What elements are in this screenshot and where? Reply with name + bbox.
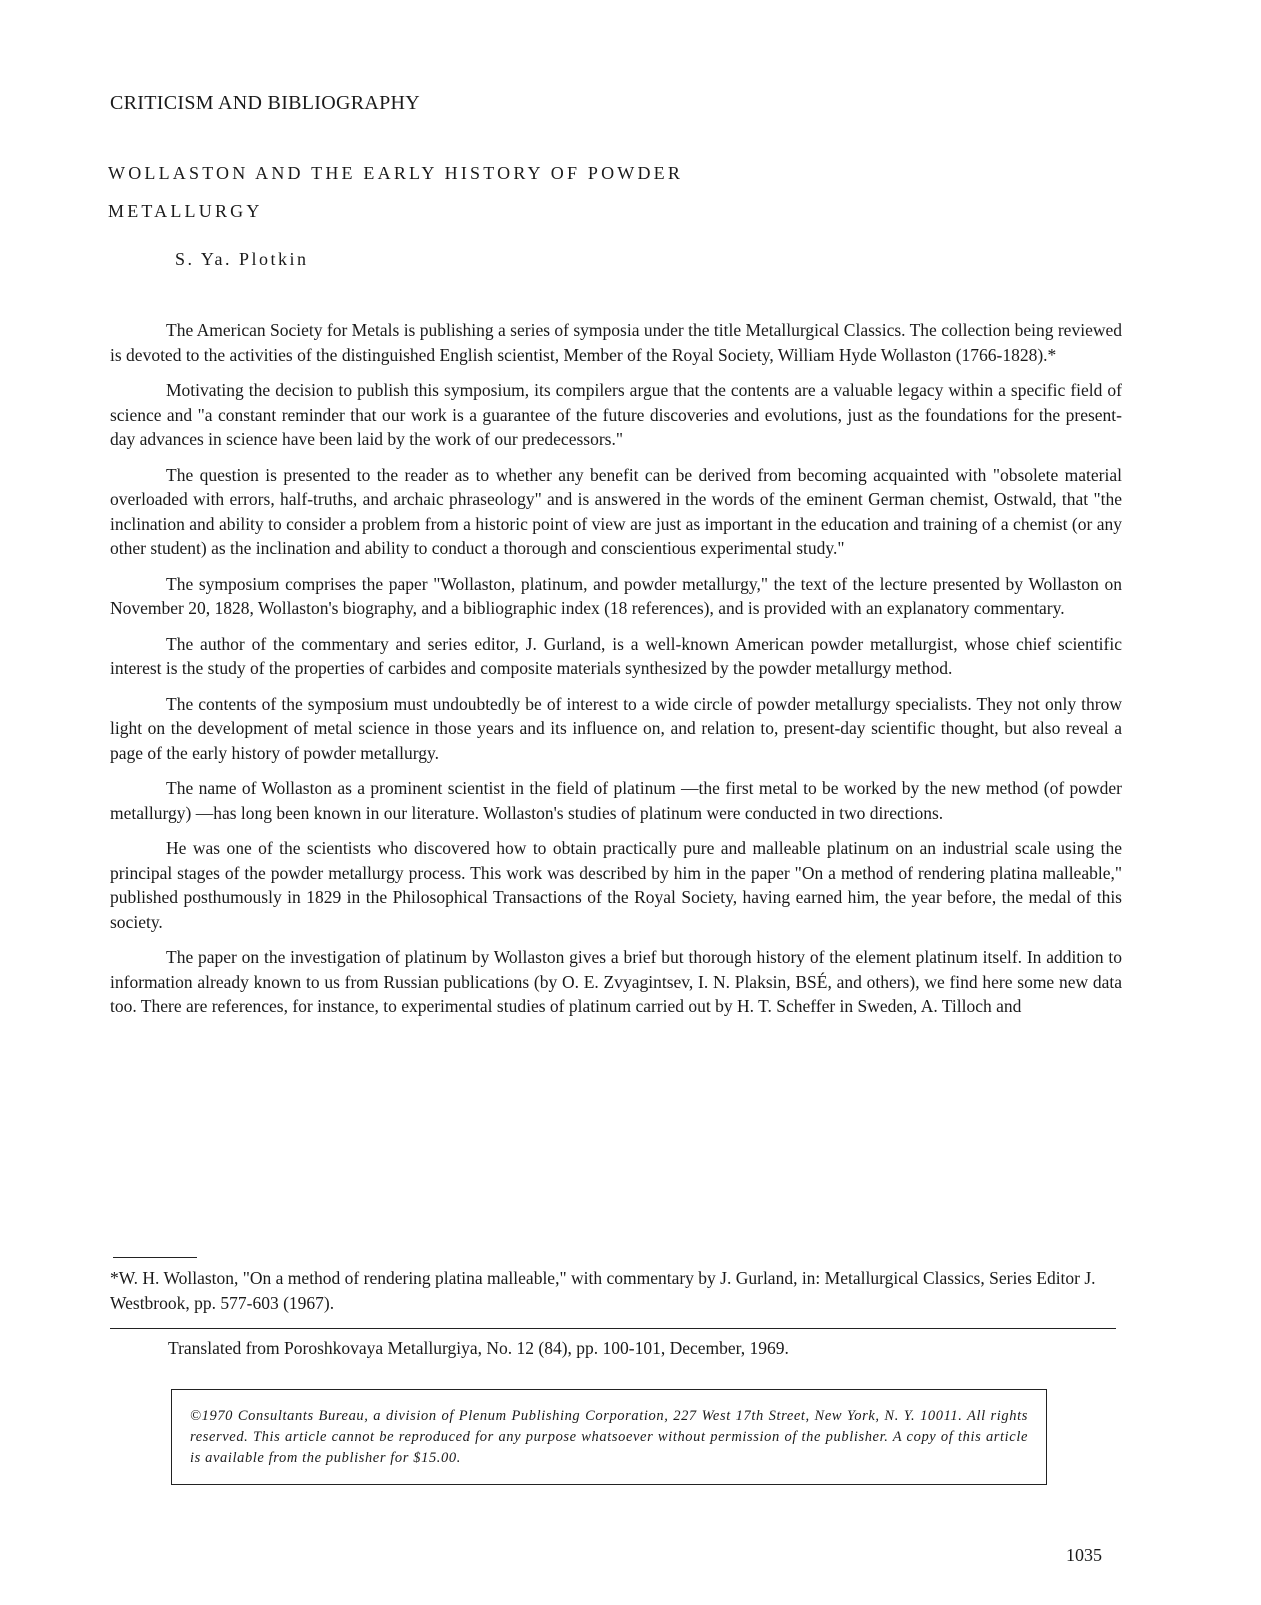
paragraph: The paper on the investigation of platinum by Wollaston gives a brief but thorough history of the element platinum itself. In addition to information already known to us from Russian publications (by O. E. Zvyagintsev, I. N. Plaksin, BSÉ, and others), we find here some new data too. There are references, for instance, to experimental studies of platinum carried out by H. T. Scheffer in Sweden, A. Tilloch and	[110, 947, 1122, 1016]
page-divider	[110, 1328, 1116, 1329]
paragraph: The contents of the symposium must undoubtedly be of interest to a wide circle of powder metallurgy specialists. They not only throw light on the development of metal science in those years and its influence on, and relation to, present-day scientific thought, but also reveal a page of the early history of powder metallurgy.	[110, 693, 1122, 763]
section-heading: CRITICISM AND BIBLIOGRAPHY	[110, 92, 421, 114]
paragraph: The symposium comprises the paper "Wollaston, platinum, and powder metallurgy," the text of the lecture presented by Wollaston on November 20, 1828, Wollaston's biography, and a bibliographic index (18 references), and is provided with an explanatory commentary.	[110, 573, 1122, 618]
page-number: 1035	[1066, 1545, 1102, 1565]
author-name: S. Ya. Plotkin	[175, 249, 309, 269]
copyright-notice: ©1970 Consultants Bureau, a division of Plenum Publishing Corporation, 227 West 17th Street, New York, N. Y. 10011. All rights reserved. This article cannot be reproduced for any purpose whatsoever without permission of the publisher. A copy of this article is available from the publisher for $15.00.	[190, 1408, 1028, 1466]
article-title-line-2: METALLURGY	[108, 201, 263, 221]
paragraph: The author of the commentary and series editor, J. Gurland, is a well-known American powder metallurgist, whose chief scientific interest is the study of the properties of carbides and composite materials synthesized by the powder metallurgy method.	[110, 633, 1122, 678]
paragraph: He was one of the scientists who discovered how to obtain practically pure and malleable platinum on an industrial scale using the principal stages of the powder metallurgy process. This work was described by him in the paper "On a method of rendering platina malleable," published posthumously in 1829 in the Philosophical Transactions of the Royal Society, having earned him, the year before, the medal of this society.	[110, 838, 1122, 932]
translation-note: Translated from Poroshkovaya Metallurgiya, No. 12 (84), pp. 100-101, December, 1969.	[168, 1338, 789, 1358]
footnote-divider	[113, 1257, 197, 1258]
paragraph: The name of Wollaston as a prominent scientist in the field of platinum —the first metal to be worked by the new method (of powder metallurgy) —has long been known in our literature. Wollaston's studies of platinum were conducted in two directions.	[110, 778, 1122, 823]
footnote: *W. H. Wollaston, "On a method of rendering platina malleable," with commentary by J. Gurland, in: Metallurgical Classics, Series Editor J. Westbrook, pp. 577-603 (1967).	[110, 1268, 1096, 1313]
paragraph: The question is presented to the reader as to whether any benefit can be derived from becoming acquainted with "obsolete material overloaded with errors, half-truths, and archaic phraseology" and is answered in the words of the eminent German chemist, Ostwald, that "the inclination and ability to consider a problem from a historic point of view are just as important in the education and training of a chemist (or any other student) as the inclination and ability to conduct a thorough and conscientious experimental study."	[110, 464, 1122, 558]
article-title-line-1: WOLLASTON AND THE EARLY HISTORY OF POWDER	[108, 163, 684, 183]
paragraph: The American Society for Metals is publishing a series of symposia under the title Metallurgical Classics. The collection being reviewed is devoted to the activities of the distinguished English scientist, Member of the Royal Society, William Hyde Wollaston (1766-1828).*	[110, 320, 1122, 365]
article-body	[110, 318, 1122, 1030]
paragraph: Motivating the decision to publish this symposium, its compilers argue that the contents are a valuable legacy within a specific field of science and "a constant reminder that our work is a guarantee of the future discoveries and evolutions, just as the foundations for the present-day advances in science have been laid by the work of our predecessors."	[110, 380, 1122, 449]
copyright-box	[171, 1389, 1047, 1485]
